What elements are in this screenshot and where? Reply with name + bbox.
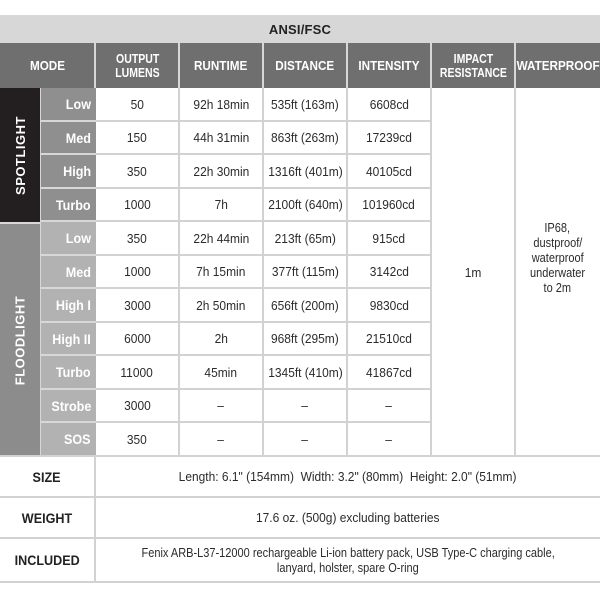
cell-intensity (348, 289, 432, 323)
cell-distance (264, 189, 348, 222)
mode-label (40, 88, 96, 122)
cell-intensity (348, 390, 432, 423)
cell-distance-text: 1345ft (410m) (267, 364, 343, 380)
mode-label (40, 222, 96, 256)
cell-distance-text: 377ft (115m) (271, 264, 339, 279)
header-intensity: INTENSITY (348, 43, 432, 88)
cell-lumens (96, 256, 180, 289)
cell-lumens-text: 350 (127, 230, 147, 246)
cell-intensity-text: – (385, 431, 393, 447)
cell-intensity-text: 915cd (372, 230, 406, 246)
cell-lumens (96, 155, 180, 189)
cell-runtime (180, 323, 264, 356)
mode-label-text: High (63, 163, 91, 179)
cell-intensity-text: 21510cd (366, 331, 412, 346)
mode-label (40, 289, 96, 323)
group-spotlight: SPOTLIGHT (0, 88, 40, 222)
header-impact-resistance: IMPACT RESISTANCE (432, 43, 516, 88)
cell-distance-text: 656ft (200m) (271, 297, 339, 313)
cell-lumens-text: 3000 (123, 297, 151, 313)
cell-lumens (96, 356, 180, 390)
cell-lumens-text: 50 (130, 96, 144, 112)
header-runtime: RUNTIME (180, 43, 264, 88)
mode-label-text: Strobe (51, 397, 91, 414)
cell-intensity (348, 256, 432, 289)
cell-lumens-text: 350 (127, 431, 147, 447)
cell-lumens (96, 323, 180, 356)
cell-intensity (348, 189, 432, 222)
cell-intensity-text: 3142cd (369, 264, 409, 279)
cell-runtime (180, 390, 264, 423)
group-floodlight: FLOODLIGHT (0, 222, 40, 456)
cell-runtime-text: – (217, 398, 225, 413)
cell-intensity (348, 88, 432, 122)
cell-runtime (180, 256, 264, 289)
cell-lumens-text: 350 (127, 163, 147, 179)
header-distance: DISTANCE (264, 43, 348, 88)
cell-distance (264, 88, 348, 122)
header-output-lumens: OUTPUT LUMENS (96, 43, 180, 88)
mode-label (40, 323, 96, 356)
cell-intensity-text: 40105cd (366, 163, 412, 179)
cell-distance (264, 323, 348, 356)
mode-label (40, 189, 96, 222)
table-title: ANSI/FSC (0, 15, 600, 43)
cell-distance (264, 356, 348, 390)
cell-runtime-text: 45min (204, 364, 238, 380)
cell-intensity (348, 356, 432, 390)
cell-lumens (96, 289, 180, 323)
cell-runtime-text: 22h 30min (193, 163, 249, 179)
mode-label-text: SOS (64, 431, 91, 447)
cell-runtime-text: 2h (214, 331, 228, 346)
mode-label (40, 155, 96, 189)
cell-distance (264, 222, 348, 256)
cell-lumens (96, 88, 180, 122)
cell-distance (264, 289, 348, 323)
spec-label-weight: WEIGHT (0, 498, 96, 539)
mode-label-text: Turbo (56, 196, 91, 213)
cell-distance-text: 968ft (295m) (271, 331, 339, 346)
cell-runtime-text: 22h 44min (193, 230, 249, 246)
cell-intensity-text: 9830cd (369, 297, 409, 313)
cell-distance-text: 213ft (65m) (274, 230, 336, 246)
cell-distance-text: 535ft (163m) (271, 96, 339, 112)
cell-runtime-text: 92h 18min (193, 96, 249, 112)
cell-distance-text: 1316ft (401m) (267, 163, 343, 179)
header-mode: MODE (0, 43, 96, 88)
mode-label (40, 356, 96, 390)
cell-runtime (180, 423, 264, 457)
cell-intensity-text: 6608cd (369, 96, 409, 112)
cell-distance (264, 122, 348, 155)
cell-runtime (180, 189, 264, 222)
cell-distance-text: – (301, 398, 309, 413)
spec-value-size: Length: 6.1" (154mm) Width: 3.2" (80mm) Height: 2.0" (51mm) (96, 457, 600, 498)
cell-distance (264, 390, 348, 423)
mode-label-text: High II (52, 330, 91, 347)
cell-lumens (96, 189, 180, 222)
cell-intensity (348, 323, 432, 356)
cell-lumens-text: 3000 (123, 398, 151, 413)
cell-distance-text: 2100ft (640m) (267, 197, 343, 212)
cell-lumens-text: 11000 (120, 364, 154, 380)
cell-lumens (96, 122, 180, 155)
cell-runtime-text: 44h 31min (193, 130, 249, 145)
cell-lumens-text: 1000 (123, 264, 151, 279)
cell-runtime (180, 289, 264, 323)
cell-lumens (96, 423, 180, 457)
waterproof-value: IP68, dustproof/ waterproof underwater to 2m (516, 88, 600, 456)
cell-distance (264, 155, 348, 189)
mode-label-text: Med (65, 129, 91, 146)
cell-runtime-text: 2h 50min (196, 297, 246, 313)
cell-distance (264, 423, 348, 457)
cell-runtime (180, 122, 264, 155)
spec-value-weight: 17.6 oz. (500g) excluding batteries (96, 498, 600, 539)
cell-lumens-text: 6000 (123, 331, 151, 346)
mode-label-text: Med (65, 263, 91, 280)
cell-intensity-text: 17239cd (366, 130, 412, 145)
cell-runtime (180, 88, 264, 122)
mode-label (40, 122, 96, 155)
spec-value-included: Fenix ARB-L37-12000 rechargeable Li-ion battery pack, USB Type-C charging cable, lanyard, holster, spare O-ring (96, 539, 600, 583)
cell-intensity (348, 122, 432, 155)
cell-intensity (348, 222, 432, 256)
mode-label (40, 423, 96, 457)
cell-intensity-text: – (385, 398, 393, 413)
cell-lumens (96, 222, 180, 256)
header-waterproof: WATERPROOF (516, 43, 600, 88)
spec-label-size: SIZE (0, 457, 96, 498)
cell-runtime (180, 155, 264, 189)
impact-resistance-value: 1m (432, 88, 516, 456)
cell-lumens-text: 1000 (123, 197, 151, 212)
cell-runtime-text: 7h (214, 197, 228, 212)
cell-distance-text: – (301, 431, 309, 447)
cell-runtime-text: 7h 15min (196, 264, 246, 279)
cell-intensity (348, 155, 432, 189)
cell-runtime (180, 356, 264, 390)
mode-label-text: Turbo (56, 364, 91, 380)
mode-label-text: Low (65, 230, 91, 246)
mode-label-text: High I (55, 297, 91, 313)
cell-intensity-text: 41867cd (366, 364, 412, 380)
cell-lumens (96, 390, 180, 423)
mode-label-text: Low (65, 96, 91, 112)
cell-runtime-text: – (217, 431, 225, 447)
cell-intensity-text: 101960cd (362, 197, 416, 212)
cell-distance-text: 863ft (263m) (271, 130, 339, 145)
cell-runtime (180, 222, 264, 256)
spec-label-included: INCLUDED (0, 539, 96, 583)
cell-intensity (348, 423, 432, 457)
mode-label (40, 390, 96, 423)
mode-label (40, 256, 96, 289)
cell-distance (264, 256, 348, 289)
cell-lumens-text: 150 (127, 130, 147, 145)
